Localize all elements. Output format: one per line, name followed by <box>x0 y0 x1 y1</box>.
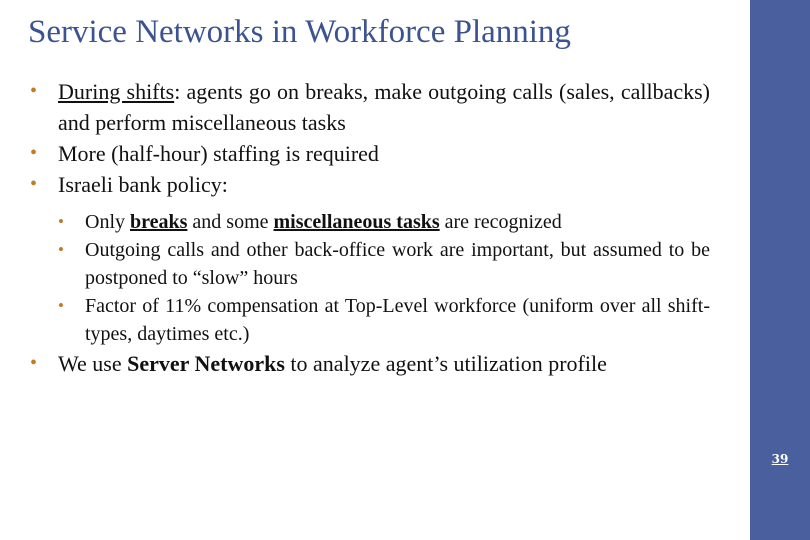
side-bar <box>750 0 810 540</box>
bullet-server-networks <box>28 348 710 379</box>
sub-bullet-outgoing <box>28 236 710 292</box>
bullet-text: Israeli bank policy: <box>58 172 228 197</box>
term-server-networks: Server Networks <box>127 351 285 376</box>
bullet-text: We use <box>58 351 128 376</box>
term-during-shifts: During shifts <box>58 79 175 104</box>
bullet-text: : agents go on breaks, make outgoing calls (sales, callbacks) and perform miscellaneous tasks <box>58 79 710 135</box>
sub-text: and some <box>187 211 274 233</box>
spacer <box>28 200 710 208</box>
bullet-bank-policy <box>28 169 710 200</box>
sub-text: Outgoing calls and other back-office work are important, but assumed to be postponed to “slow” hours <box>85 239 710 289</box>
sub-text: are recognized <box>439 211 562 233</box>
slide-number[interactable]: 39 <box>771 452 789 466</box>
term-breaks: breaks <box>130 211 188 233</box>
sub-bullet-factor <box>28 292 710 348</box>
bullet-during-shifts <box>28 76 710 138</box>
term-misc-tasks: miscellaneous tasks <box>273 211 440 233</box>
sub-text: Factor of 11% compensation at Top-Level workforce (uniform over all shift-types, daytimes etc.) <box>85 295 710 345</box>
bullet-list <box>28 76 710 379</box>
slide-title: Service Networks in Workforce Planning <box>28 14 571 50</box>
bullet-staffing <box>28 138 710 169</box>
bullet-text: More (half-hour) staffing is required <box>58 141 379 166</box>
bullet-text: to analyze agent’s utilization profile <box>284 351 607 376</box>
sub-text: Only <box>85 211 130 233</box>
sub-bullet-recognized <box>28 208 710 236</box>
